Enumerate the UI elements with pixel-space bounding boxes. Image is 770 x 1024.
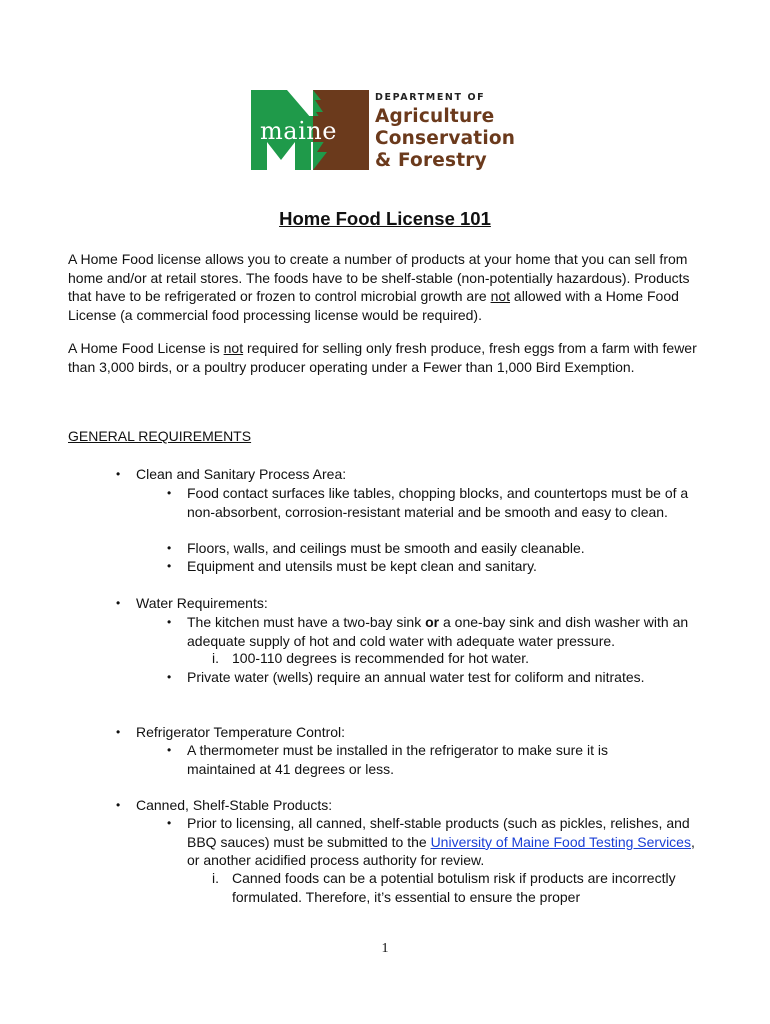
intro-p1-text: A Home Food license allows you to create a number of products at your home that you can sell from home and/or at retail stores. The foods have to be shelf-stable (non-potentially hazardous). Products that have to be refrigerated or frozen to control microbial growth are	[68, 251, 690, 305]
list-item: 100-110 degrees is recommended for hot water.	[232, 650, 530, 666]
canned-text-end: , or another acidified process authority for review.	[187, 833, 695, 869]
list-item: Food contact surfaces like tables, chopping blocks, and countertops must be of a non-absorbent, corrosion-resistant material and be smooth and easy to clean.	[187, 485, 689, 520]
section-canned-title: Canned, Shelf-Stable Products:	[136, 797, 333, 813]
intro-p2-text: A Home Food License is	[68, 340, 224, 356]
section-refrigerator-title: Refrigerator Temperature Control:	[136, 724, 346, 740]
page-number: 1	[381, 941, 389, 956]
roman-marker: i.	[212, 870, 219, 886]
bullet-icon: •	[167, 615, 172, 629]
logo-conservation: Conservation	[375, 128, 516, 149]
roman-marker: i.	[212, 650, 219, 666]
bullet-icon: •	[116, 467, 121, 481]
list-item: Private water (wells) require an annual water test for coliform and nitrates.	[187, 669, 645, 685]
bullet-icon: •	[167, 816, 172, 830]
general-requirements-heading: GENERAL REQUIREMENTS	[68, 428, 252, 444]
list-item: Canned foods can be a potential botulism risk if products are incorrectly formulated. Therefore, it’s essential to ensure the proper	[232, 870, 676, 905]
canned-text: Prior to licensing, all canned, shelf-stable products (such as pickles, relishes, and BBQ sauces) must be submitted to the	[187, 815, 690, 850]
bullet-icon: •	[167, 486, 172, 500]
intro-p1-not: not	[490, 288, 511, 305]
list-item	[187, 613, 709, 650]
bullet-icon: •	[167, 559, 172, 573]
intro-p1-text-end: allowed with a Home Food License (a commercial food processing license would be required).	[68, 288, 679, 323]
intro-paragraph-2	[68, 339, 708, 376]
bullet-icon: •	[167, 541, 172, 555]
water-or-bold: or	[425, 614, 440, 630]
bullet-icon: •	[167, 743, 172, 757]
logo-forestry: & Forestry	[375, 150, 487, 171]
list-item: Equipment and utensils must be kept clean and sanitary.	[187, 558, 537, 574]
list-item: Floors, walls, and ceilings must be smooth and easily cleanable.	[187, 540, 585, 556]
logo-maine-text: maine	[260, 117, 337, 145]
umaine-food-testing-link[interactable]: University of Maine Food Testing Services	[430, 833, 691, 850]
intro-p2-not: not	[223, 340, 244, 356]
bullet-icon: •	[167, 670, 172, 684]
list-item: A thermometer must be installed in the refrigerator to make sure it is maintained at 41 degrees or less.	[187, 742, 608, 777]
department-logo	[251, 90, 521, 180]
water-sink-text-end: a one-bay sink and dish washer with an adequate supply of hot and cold water with adequate water pressure.	[187, 614, 689, 649]
list-item	[187, 814, 709, 870]
bullet-icon: •	[116, 798, 121, 812]
section-water-title: Water Requirements:	[136, 595, 268, 611]
intro-paragraph-1	[68, 250, 708, 324]
logo-department-of: DEPARTMENT OF	[375, 92, 486, 103]
water-sink-text: The kitchen must have a two-bay sink	[187, 614, 426, 630]
intro-p2-text-end: required for selling only fresh produce, fresh eggs from a farm with fewer than 3,000 birds, or a poultry producer operating under a Fewer than 1,000 Bird Exemption.	[68, 340, 697, 375]
bullet-icon: •	[116, 596, 121, 610]
section-clean-sanitary-title: Clean and Sanitary Process Area:	[136, 466, 347, 482]
page-title: Home Food License 101	[279, 208, 491, 229]
bullet-icon: •	[116, 725, 121, 739]
logo-agriculture: Agriculture	[375, 106, 495, 127]
